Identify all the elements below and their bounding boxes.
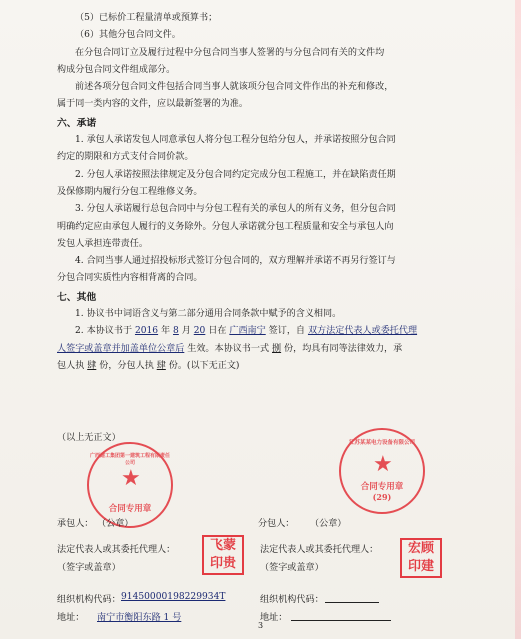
- list-item: （6）其他分包合同文件。: [75, 30, 181, 41]
- star-icon: ★: [373, 452, 393, 477]
- sign-place: 广西南宁: [229, 326, 266, 337]
- seal-ring-text: 江苏某某电力设备有限公司: [348, 440, 415, 446]
- paragraph-line: 在分包合同订立及履行过程中分包合同当事人签署的与分包合同有关的文件均: [75, 47, 385, 58]
- section-heading-other: 七、其他: [57, 291, 97, 303]
- org-code-blank-right: [325, 602, 379, 603]
- stamp-char: 印: [407, 559, 421, 574]
- stamp-row: [204, 537, 242, 555]
- text-run: 签订，自: [268, 326, 306, 337]
- contractor-label: 承包人：: [57, 519, 94, 529]
- page-number: 3: [258, 621, 264, 630]
- paragraph-line: [57, 341, 481, 358]
- sign-day: 20: [193, 326, 206, 337]
- paragraph-line: 构成分包合同文件组成部分。: [57, 64, 176, 75]
- sign-month: 8: [173, 326, 179, 337]
- text-run: 份，分包人执: [99, 360, 154, 371]
- subcontractor-seal-hint: （公章）: [310, 519, 347, 529]
- agreement-body: [57, 10, 481, 375]
- stamp-char: 印: [209, 556, 223, 571]
- text-run: 年: [161, 326, 171, 337]
- text-run: 日在: [208, 326, 227, 337]
- rep-hint-left: （签字或盖章）: [57, 563, 121, 573]
- copies-subcontractor: 肆: [156, 360, 166, 371]
- text-run: 份。(以下无正文): [168, 360, 240, 371]
- org-code-label-left: 组织机构代码：: [57, 595, 121, 605]
- org-code-value-left: 91450000198229934T: [121, 592, 226, 602]
- paragraph-line: 3. 分包人承诺履行总包合同中与分包工程有关的承包人的所有义务，但分包合同: [75, 204, 396, 215]
- text-run: 生效。本协议书一式: [187, 343, 270, 354]
- paragraph-line: 属于同一类内容的文件，应以最新签署的为准。: [57, 99, 248, 110]
- subcontractor-label: 分包人：: [258, 519, 295, 529]
- page-edge-stamp-fragment: [515, 0, 521, 639]
- effective-condition: 双方法定代表人或委托代理: [307, 326, 418, 337]
- paragraph-line: 分包合同实质性内容相背离的合同。: [57, 273, 203, 284]
- contractor-seal-hint: （公章）: [97, 519, 134, 529]
- rep-hint-right: （签字或盖章）: [260, 563, 324, 573]
- text-run: 包人执: [57, 360, 85, 371]
- address-value-left: 南宁市衡阳东路 1 号: [97, 613, 182, 623]
- stamp-char: 贵: [223, 556, 237, 571]
- list-item: （5）已标价工程量清单或预算书；: [75, 13, 218, 23]
- paragraph-line: 1. 协议书中词语含义与第二部分通用合同条款中赋予的含义相同。: [75, 309, 342, 320]
- paragraph-line: 1. 承包人承诺发包人同意承包人将分包工程分包给分包人，并承诺按照分包合同: [75, 135, 396, 146]
- seal-inner-label: 合同专用章: [360, 482, 404, 492]
- paragraph-line: 2. 分包人承诺按照法律规定及分包合同约定完成分包工程施工，并在缺陷责任期: [75, 169, 396, 180]
- org-code-label-right: 组织机构代码：: [260, 595, 324, 605]
- stamp-char: 飞: [209, 538, 223, 553]
- no-text-note: （以上无正文）: [57, 433, 121, 443]
- text-run: 月: [181, 326, 191, 337]
- star-icon: ★: [121, 466, 141, 491]
- stamp-row: [204, 555, 242, 573]
- paragraph-line: [57, 323, 481, 340]
- paragraph-line: 约定的期限和方式支付合同价款。: [57, 152, 194, 163]
- rep-label-right: 法定代表人或其委托代理人：: [260, 545, 379, 555]
- copies-contractor: 肆: [87, 360, 97, 371]
- subcontractor-company-seal: [339, 428, 425, 514]
- stamp-char: 顾: [421, 541, 435, 556]
- paragraph-line: [57, 358, 481, 375]
- seal-inner-label: 合同专用章: [108, 504, 152, 514]
- paragraph-line: 前述各项分包合同文件包括合同当事人就该项分包合同文件作出的补充和修改，: [75, 82, 394, 93]
- rep-label-left: 法定代表人或其委托代理人：: [57, 545, 176, 555]
- copies-total: 捌: [272, 343, 282, 354]
- subcontractor-rep-stamp: [400, 538, 442, 578]
- paragraph-line: 明确约定应由承包人履行的义务除外。分包人承诺就分包工程质量和安全与承包人向: [57, 221, 394, 232]
- contractor-rep-stamp: [202, 535, 244, 575]
- address-label-right: 地址：: [260, 613, 288, 623]
- paragraph-line: 及保修期内履行分包工程维修义务。: [57, 186, 203, 197]
- section-heading-commitments: 六、承诺: [57, 117, 97, 129]
- address-label-left: 地址：: [57, 613, 85, 623]
- paragraph-line: 发包人承担连带责任。: [57, 238, 148, 249]
- signature-block: [57, 430, 481, 630]
- seal-ring-text: 广西建工集团第一建筑工程有限责任公司: [89, 453, 170, 466]
- address-blank-right: [291, 620, 391, 621]
- stamp-char: 建: [421, 559, 435, 574]
- text-run: 2. 本协议书于: [75, 326, 133, 337]
- paragraph-line: 4. 合同当事人通过招投标形式签订分包合同的，双方理解并承诺不再另行签订与: [75, 256, 396, 267]
- stamp-row: [402, 540, 440, 558]
- stamp-char: 蒙: [223, 538, 237, 553]
- stamp-row: [402, 558, 440, 576]
- effective-condition-cont: 人签字或盖章并加盖单位公章后: [57, 343, 185, 354]
- text-run: 份，均具有同等法律效力，承: [284, 343, 403, 354]
- stamp-char: 宏: [407, 541, 421, 556]
- sign-year: 2016: [134, 326, 159, 337]
- seal-number: (29): [372, 492, 392, 502]
